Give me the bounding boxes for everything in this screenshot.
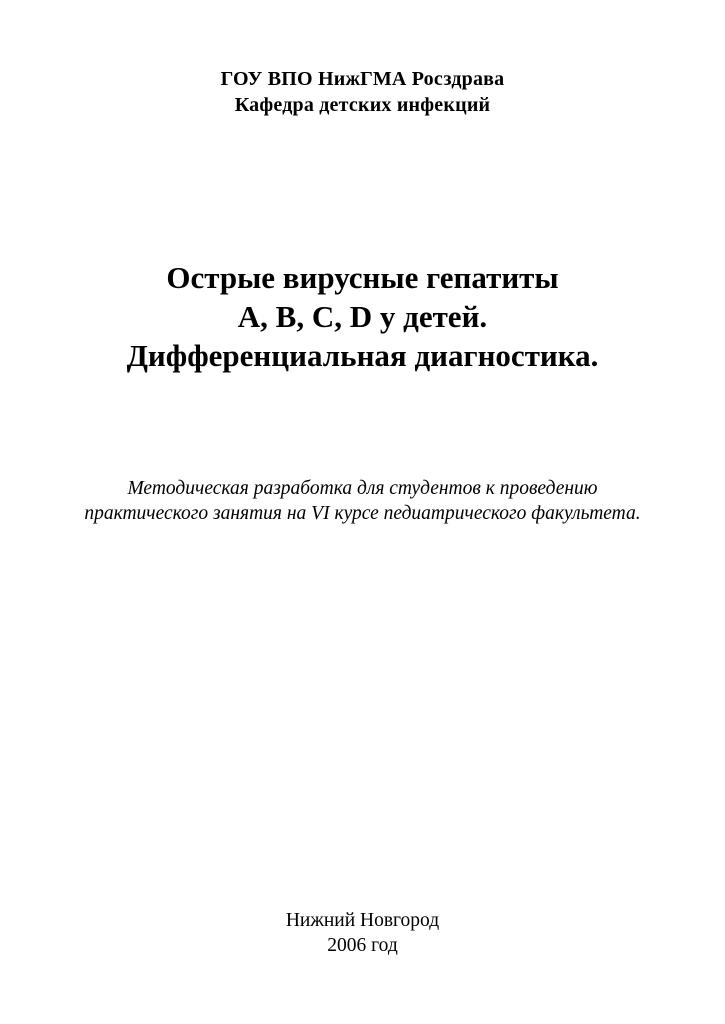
subtitle-line-2: практического занятия на VI курсе педиатрического факультета. [84, 503, 641, 524]
document-title [0, 258, 725, 375]
imprint [0, 908, 725, 958]
imprint-city: Нижний Новгород [285, 910, 440, 931]
organization-header [0, 66, 725, 118]
subtitle-line-1: Методическая разработка для студентов к проведению [127, 478, 598, 499]
department-name: Кафедра детских инфекций [234, 94, 491, 116]
title-line-2: А, В, С, D у детей. [237, 299, 488, 334]
imprint-year: 2006 год [327, 935, 398, 956]
title-line-3: Дифференциальная диагностика. [126, 338, 599, 373]
document-subtitle [0, 476, 725, 526]
title-line-1: Острые вирусные гепатиты [166, 260, 559, 295]
organization-name: ГОУ ВПО НижГМА Росздрава [220, 68, 505, 90]
